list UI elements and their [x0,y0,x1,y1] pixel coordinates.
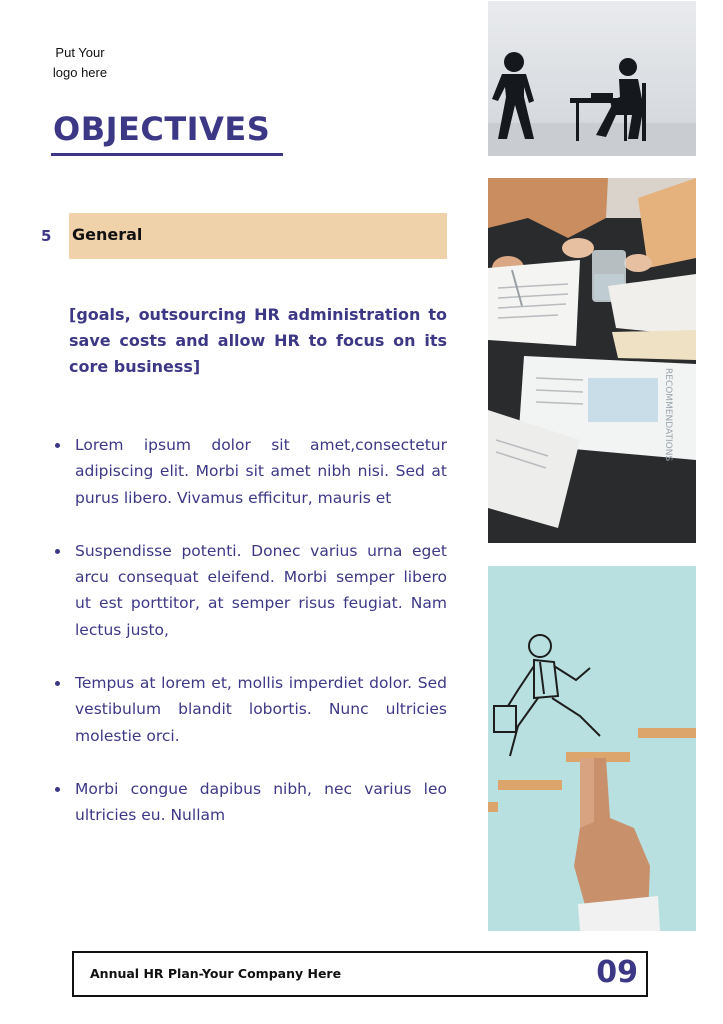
bullet-text: Tempus at lorem et, mollis imperdiet dolor. Sed vestibulum blandit lobortis. Nunc ultricies molestie orci. [75,674,447,745]
section-number: 5 [41,227,52,245]
bullet-dot [55,549,60,554]
bullet-list [75,432,447,856]
interview-photo [488,1,696,156]
logo-line-1: Put Your [55,45,105,60]
title-underline [51,153,283,156]
bullet-text: Suspendisse potenti. Donec varius urna eget arcu consequat eleifend. Morbi semper libero ut est porttitor, at semper risus feugiat. Nam lectus justo, [75,541,447,639]
recommendations-text: RECOMMENDATIONS [663,368,673,462]
section-header-bar [69,213,447,259]
section-label: General [72,225,143,244]
documents-photo [488,178,696,543]
bullet-text: Morbi congue dapibus nibh, nec varius leo ultricies eu. Nullam [75,779,447,825]
footer-text: Annual HR Plan-Your Company Here [90,966,342,981]
page-title: OBJECTIVES [53,110,271,148]
bullet-item [75,538,447,643]
footer-box [72,951,648,997]
bullet-dot [55,443,60,448]
logo-placeholder [40,43,120,83]
steps-photo [488,566,696,931]
logo-line-2: logo here [52,65,108,80]
bullet-dot [55,681,60,686]
bullet-dot [55,787,60,792]
page-number: 09 [596,955,638,990]
bullet-item [75,670,447,749]
goals-text: [goals, outsourcing HR administration to save costs and allow HR to focus on its core business] [69,305,447,376]
bullet-item [75,776,447,829]
bullet-item [75,432,447,511]
bullet-text: Lorem ipsum dolor sit amet,consectetur adipiscing elit. Morbi sit amet nibh nisi. Sed at purus libero. Vivamus efficitur, mauris et [75,436,447,507]
